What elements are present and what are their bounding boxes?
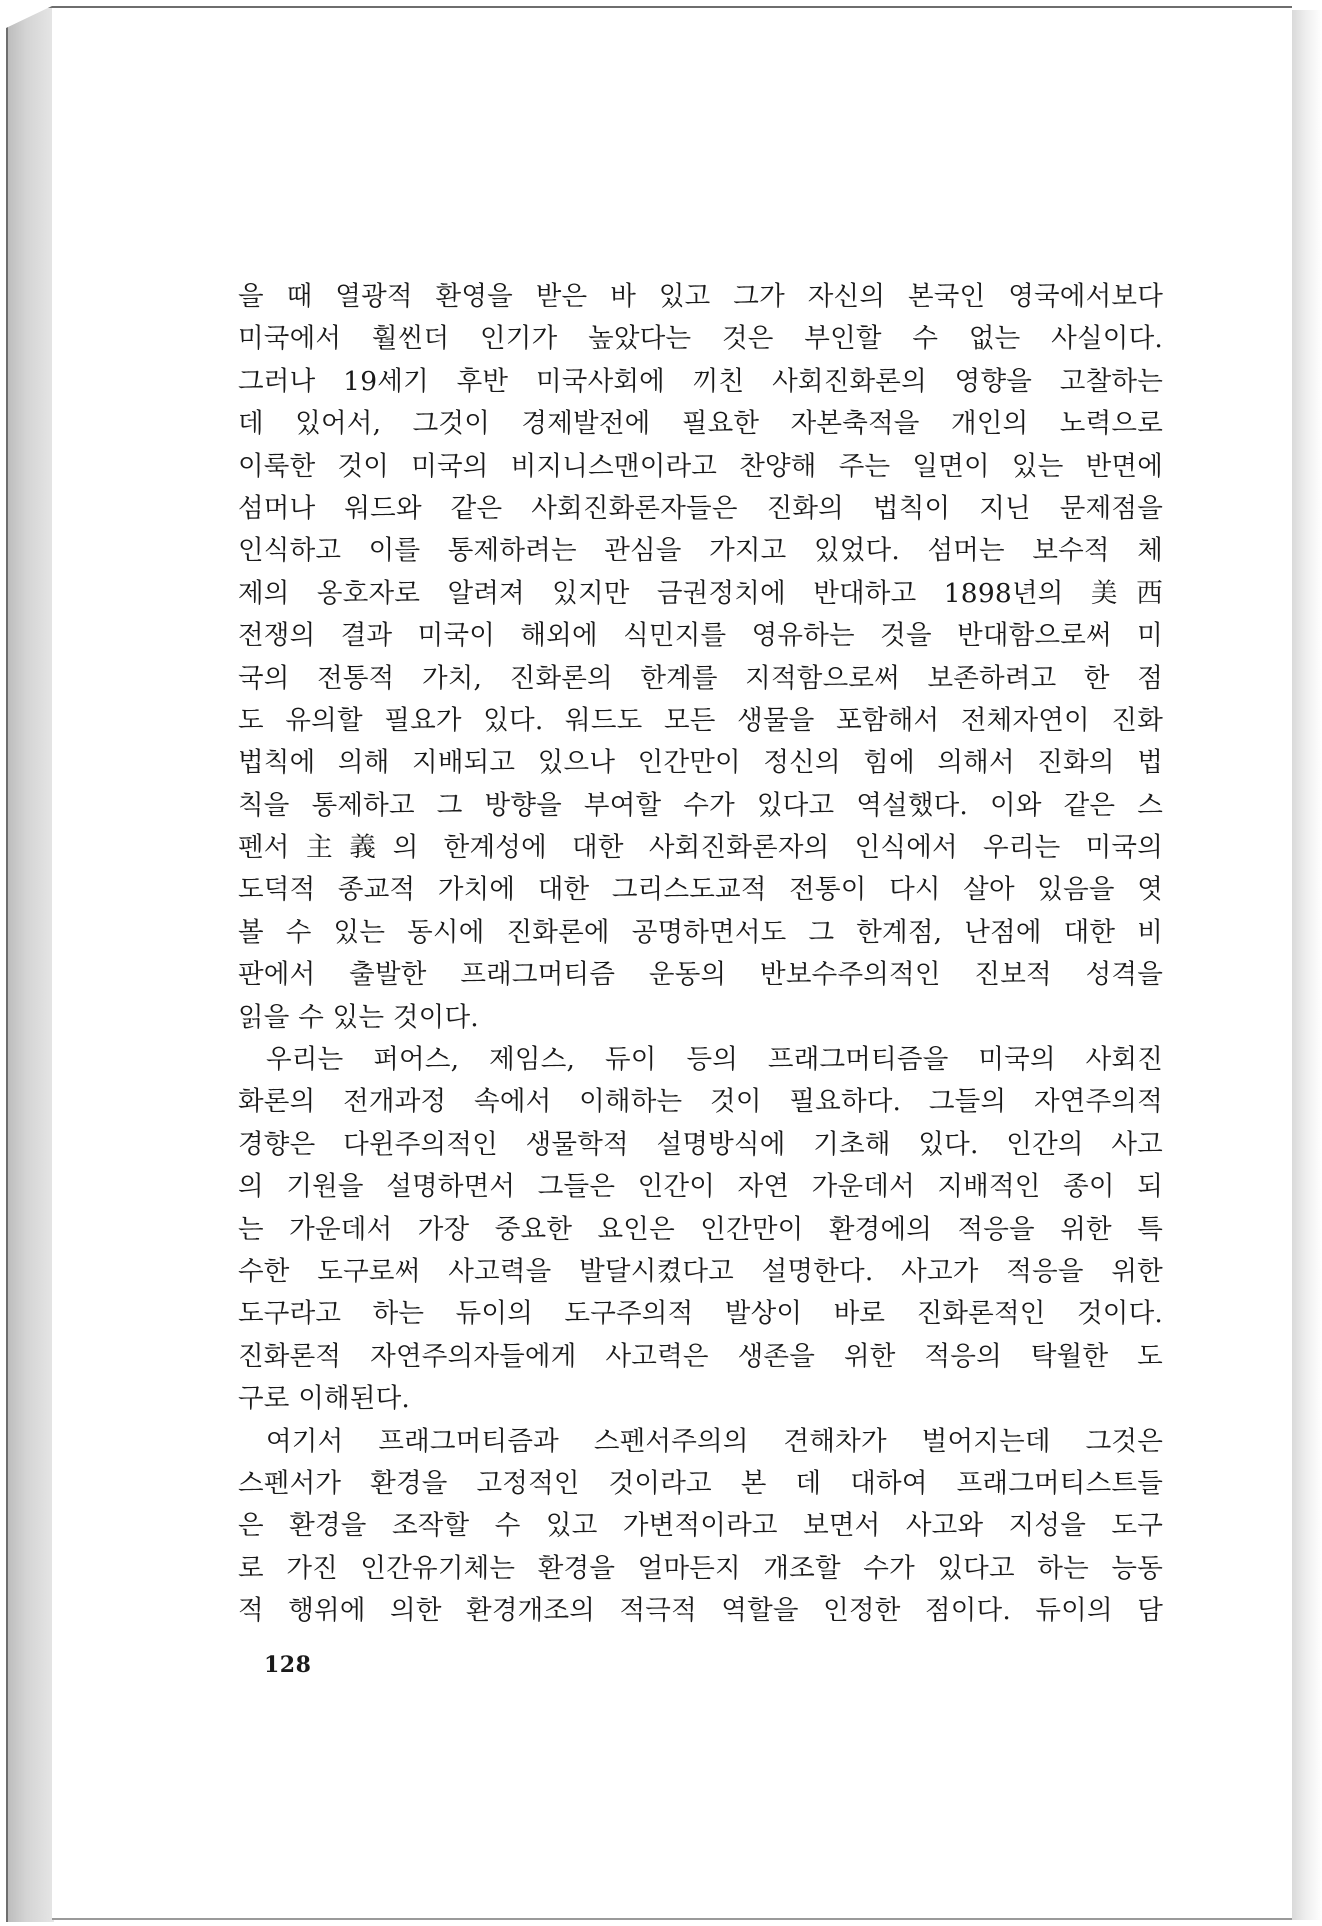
body-text [238,276,1163,1633]
text-line: 경향은 다윈주의적인 생물학적 설명방식에 기초해 있다. 인간의 사고 [238,1128,1163,1160]
text-line: 데 있어서, 그것이 경제발전에 필요한 자본축적을 개인의 노력으로 [238,408,1163,440]
text-line: 그러나 19세기 후반 미국사회에 끼친 사회진화론의 영향을 고찰하는 [238,365,1163,397]
text-line: 섬머나 워드와 같은 사회진화론자들은 진화의 법칙이 지닌 문제점을 [238,492,1163,524]
text-line: 도구라고 하는 듀이의 도구주의적 발상이 바로 진화론적인 것이다. [238,1298,1163,1330]
text-line: 볼 수 있는 동시에 진화론에 공명하면서도 그 한계점, 난점에 대한 비 [238,916,1163,948]
paragraph [238,1039,1163,1421]
text-line: 제의 옹호자로 알려져 있지만 금권정치에 반대하고 1898년의 美西 [238,577,1163,609]
page-right-shadow [1292,10,1322,1920]
text-line: 국의 전통적 가치, 진화론의 한계를 지적함으로써 보존하려고 한 점 [238,662,1163,694]
paragraph [238,276,1163,1039]
text-line: 적 행위에 의한 환경개조의 적극적 역할을 인정한 점이다. 듀이의 담 [238,1595,1163,1627]
text-line: 의 기원을 설명하면서 그들은 인간이 자연 가운데서 지배적인 종이 되 [238,1171,1163,1203]
text-line: 펜서主義의 한계성에 대한 사회진화론자의 인식에서 우리는 미국의 [238,832,1163,864]
text-line: 도 유의할 필요가 있다. 워드도 모든 생물을 포함해서 전체자연이 진화 [238,704,1163,736]
text-line: 수한 도구로써 사고력을 발달시켰다고 설명한다. 사고가 적응을 위한 [238,1255,1163,1287]
text-line: 우리는 퍼어스, 제임스, 듀이 등의 프래그머티즘을 미국의 사회진 [266,1044,1163,1076]
text-line: 스펜서가 환경을 고정적인 것이라고 본 데 대하여 프래그머티스트들 [238,1467,1163,1499]
text-line: 법칙에 의해 지배되고 있으나 인간만이 정신의 힘에 의해서 진화의 법 [238,747,1163,779]
text-line: 로 가진 인간유기체는 환경을 얼마든지 개조할 수가 있다고 하는 능동 [238,1552,1163,1584]
text-line: 미국에서 훨씬더 인기가 높았다는 것은 부인할 수 없는 사실이다. [238,323,1163,355]
text-line: 칙을 통제하고 그 방향을 부여할 수가 있다고 역설했다. 이와 같은 스 [238,789,1163,821]
book-spine-corner [6,6,52,28]
text-line: 는 가운데서 가장 중요한 요인은 인간만이 환경에의 적응을 위한 특 [238,1213,1163,1245]
text-line: 은 환경을 조작할 수 있고 가변적이라고 보면서 사고와 지성을 도구 [238,1510,1163,1542]
text-line: 화론의 전개과정 속에서 이해하는 것이 필요하다. 그들의 자연주의적 [238,1086,1163,1118]
text-line: 인식하고 이를 통제하려는 관심을 가지고 있었다. 섬머는 보수적 체 [238,535,1163,567]
text-line: 을 때 열광적 환영을 받은 바 있고 그가 자신의 본국인 영국에서보다 [238,281,1163,312]
text-line: 판에서 출발한 프래그머티즘 운동의 반보수주의적인 진보적 성격을 [238,959,1163,991]
book-spine-edge [6,6,54,1922]
text-line: 진화론적 자연주의자들에게 사고력은 생존을 위한 적응의 탁월한 도 [238,1340,1163,1372]
text-line: 전쟁의 결과 미국이 해외에 식민지를 영유하는 것을 반대함으로써 미 [238,620,1163,652]
page-number: 128 [264,1652,312,1678]
text-line: 도덕적 종교적 가치에 대한 그리스도교적 전통이 다시 살아 있음을 엿 [238,874,1163,906]
text-line: 구로 이해된다. [238,1383,411,1415]
paragraph [238,1421,1163,1633]
text-line: 여기서 프래그머티즘과 스펜서주의의 견해차가 벌어지는데 그것은 [266,1425,1163,1457]
text-line: 이룩한 것이 미국의 비지니스맨이라고 찬양해 주는 일면이 있는 반면에 [238,450,1163,482]
text-line: 읽을 수 있는 것이다. [238,1001,479,1033]
